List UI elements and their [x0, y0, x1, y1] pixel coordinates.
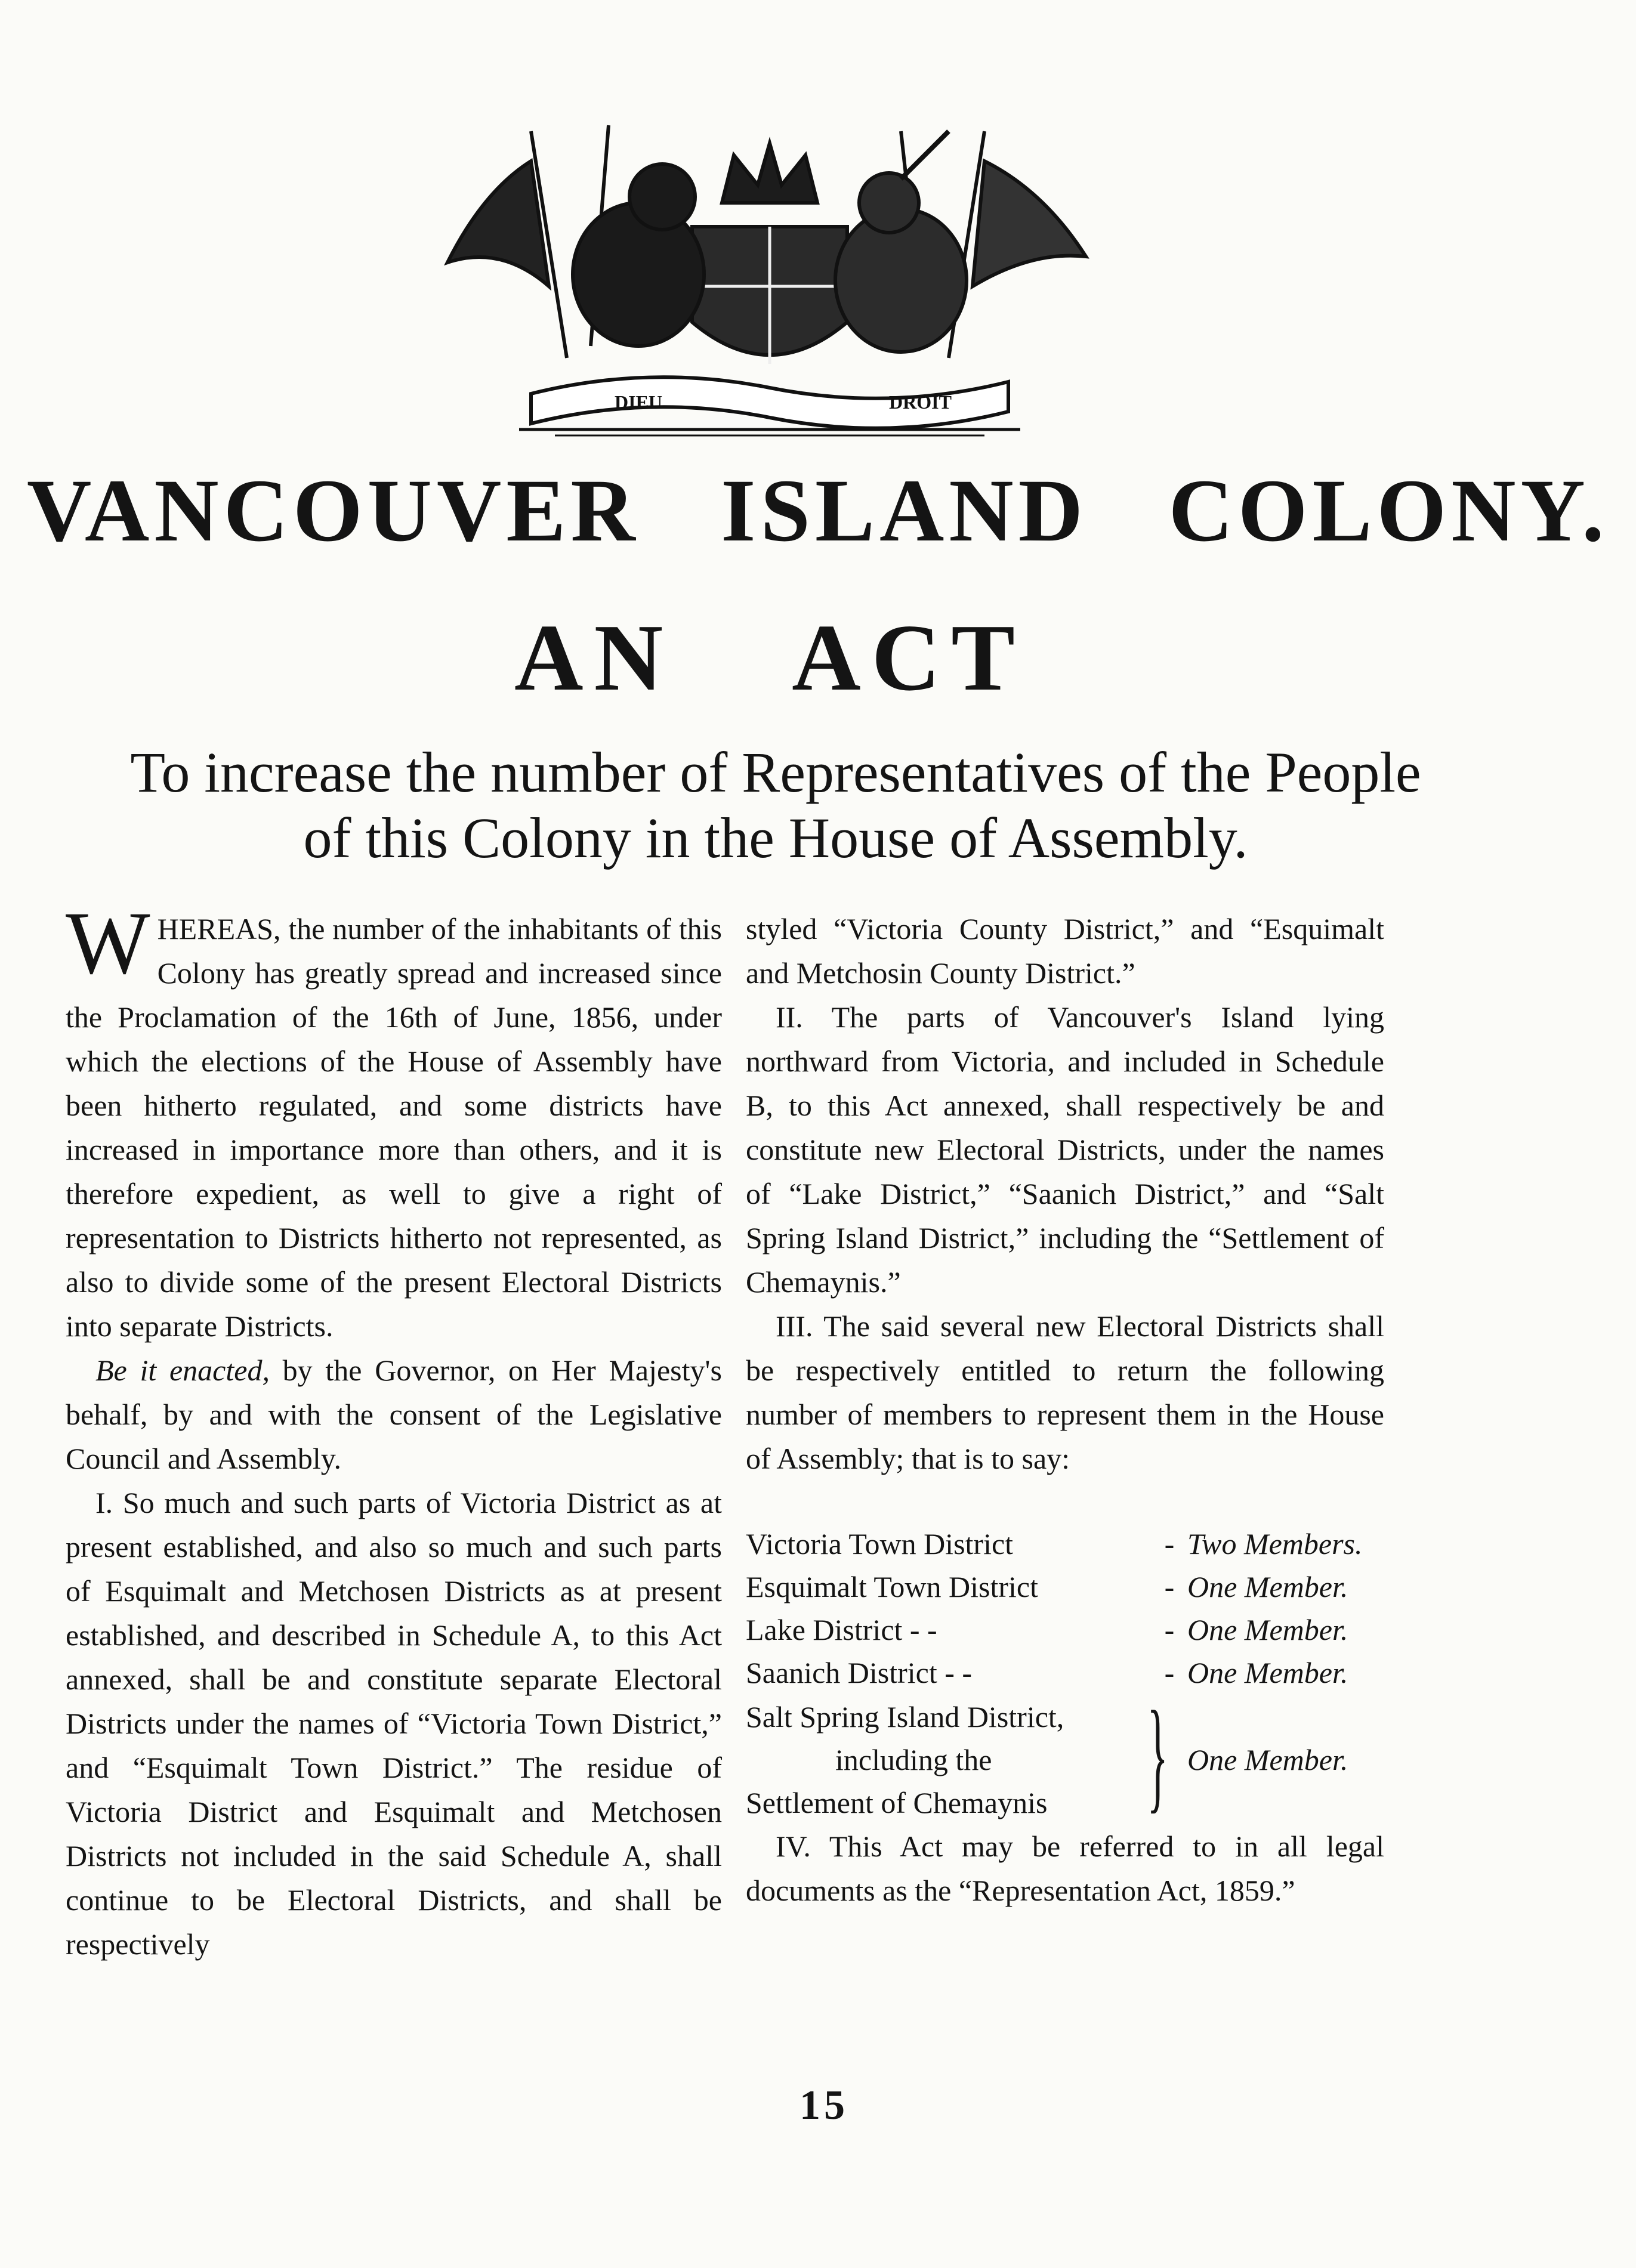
page-number: 15	[800, 2082, 848, 2128]
member-count: One Member.	[1187, 1613, 1348, 1646]
left-column	[66, 894, 722, 1966]
member-count: One Member.	[1187, 1656, 1348, 1689]
act-title-word: ACT	[792, 604, 1026, 710]
salt-spring-names	[746, 1695, 1128, 1824]
act-title-word: AN	[514, 604, 674, 710]
district-name: Lake District - -	[746, 1613, 937, 1646]
member-count: One Member.	[1187, 1743, 1348, 1776]
drop-cap: W	[66, 894, 150, 993]
motto-right: DROIT	[889, 391, 952, 413]
schedule-row	[746, 1565, 1384, 1608]
dash: -	[1164, 1656, 1175, 1689]
section-3: III. The said several new Electoral Districts shall be respectively entitled to return the following number of members to represent them in the House of Assembly; that is to say:	[746, 1309, 1384, 1475]
act-subtitle	[60, 740, 1492, 871]
colony-title-word: ISLAND	[721, 461, 1088, 560]
section-2: II. The parts of Vancouver's Island lying northward from Victoria, and included in Schedule B, to this Act annexed, shall respectively be and constitute new Electoral Districts, under the names of “Lake District,” “Saanich District,” and “Salt Spring Island District,” including the “Settlement of Chemaynis.”	[746, 1000, 1384, 1299]
schedule-row	[746, 1608, 1384, 1651]
district-name: Victoria Town District	[746, 1527, 1014, 1561]
subtitle-line: To increase the number of Representatives of the People	[130, 740, 1421, 804]
member-count: Two Members.	[1187, 1527, 1363, 1561]
section-1: I. So much and such parts of Victoria District as at present established, and also so much and such parts of Esquimalt and Metchosen Districts as at present established, and described in Schedule A, to this Act annexed, shall be and constitute separate Electoral Districts under the names of “Victoria Town District,” and “Esquimalt Town District.” The residue of Victoria District and Esquimalt and Metchosen Districts not included in the said Schedule A, shall continue to be Electoral Districts, and shall be respectively	[66, 1486, 722, 1961]
members-schedule	[746, 1522, 1384, 1824]
district-line: including the	[835, 1743, 992, 1776]
dash: -	[1164, 1570, 1175, 1603]
dash: -	[1164, 1527, 1175, 1561]
section-4: IV. This Act may be referred to in all legal documents as the “Representation Act, 1859.”	[746, 1830, 1384, 1907]
colony-title-word: COLONY.	[1168, 461, 1609, 560]
act-title	[0, 602, 1540, 713]
colony-title	[0, 459, 1609, 562]
district-line: Salt Spring Island District,	[746, 1700, 1064, 1734]
section-1-continued: styled “Victoria County District,” and “Esquimalt and Metchosin County District.”	[746, 912, 1384, 990]
district-name: Saanich District - -	[746, 1656, 973, 1689]
motto-left: DIEU	[615, 391, 663, 413]
preamble-text: HEREAS, the number of the inhabitants of this Colony has greatly spread and increased since the Proclamation of the 16th of June, 1856, under which the elections of the House of Assembly have been hitherto regulated, and some districts have increased in importance more than others, and it is therefore expedient, as well to give a right of representation to Districts hitherto not represented, as also to divide some of the present Electoral Districts into separate Districts.	[66, 912, 722, 1343]
enacting-clause	[66, 1348, 722, 1481]
colony-title-word: VANCOUVER	[27, 461, 640, 560]
enacting-text: by the Governor, on Her Majesty's behalf, by and with the consent of the Legislative Council and Assembly.	[66, 1354, 722, 1475]
subtitle-line: of this Colony in the House of Assembly.	[303, 806, 1248, 870]
royal-coat-of-arms	[412, 107, 1128, 441]
schedule-row	[746, 1522, 1384, 1565]
schedule-row	[746, 1651, 1384, 1694]
right-column	[746, 907, 1384, 1912]
schedule-row-salt-spring	[746, 1686, 1384, 1824]
district-line: Settlement of Chemaynis	[746, 1786, 1048, 1819]
preamble	[66, 894, 722, 1348]
member-count: One Member.	[1187, 1570, 1348, 1603]
dash: -	[1164, 1613, 1175, 1646]
curly-brace: }	[1147, 1686, 1168, 1824]
enacting-italic: Be it enacted,	[95, 1354, 270, 1387]
district-name: Esquimalt Town District	[746, 1570, 1038, 1603]
